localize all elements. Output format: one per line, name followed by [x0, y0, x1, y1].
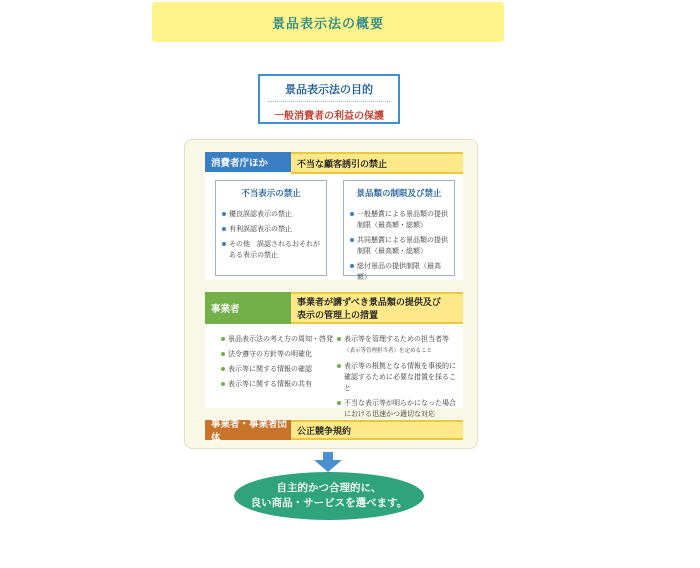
purpose-subtitle: 一般消費者の利益の保護	[274, 111, 384, 122]
list-item: その他 誤認されるおそれがある表示の禁止	[222, 239, 320, 261]
section1-content	[205, 174, 463, 280]
section2-content	[205, 324, 463, 418]
section1-title-text: 不当な顧客誘引の禁止	[297, 159, 388, 170]
section1-label-text: 消費者庁ほか	[211, 158, 269, 169]
list-item-text: 表示等を管理するための担当者等	[344, 335, 449, 343]
list-item: 有利誤認表示の禁止	[222, 224, 320, 235]
section2-left-list	[221, 334, 333, 394]
section1-label	[205, 152, 291, 172]
purpose-box	[258, 74, 400, 124]
purpose-title: 景品表示法の目的	[268, 81, 390, 102]
section2-label	[205, 292, 291, 324]
misleading-display-box	[215, 180, 327, 276]
list-item: 一般懸賞による景品類の提供制限（最高額・総額）	[350, 209, 448, 231]
list-item: 表示等に関する情報の確認	[221, 364, 333, 375]
misleading-display-title: 不当表示の禁止	[241, 189, 301, 199]
list-item: 景品表示法の考え方の周知・啓発	[221, 334, 333, 345]
section3-label-text: 事業者・事業者団体	[211, 419, 288, 444]
list-item: 優良誤認表示の禁止	[222, 209, 320, 220]
premium-limit-title: 景品類の制限及び禁止	[356, 189, 442, 199]
list-item: 共同懸賞による景品類の提供制限（最高額・総額）	[350, 235, 448, 257]
section3-label	[205, 419, 291, 444]
section3-title	[291, 420, 463, 440]
page-title: 景品表示法の概要	[271, 16, 384, 32]
goal-line2: 良い商品・サービスを選べます。	[250, 497, 408, 509]
list-item: 表示等の根拠となる情報を事後的に確認するために必要な措置を採ること	[337, 361, 457, 394]
list-item	[337, 334, 457, 357]
goal-ellipse	[234, 472, 424, 520]
arrow-down-icon	[314, 452, 342, 472]
section2-right-list	[337, 334, 457, 424]
list-item-note: （表示等管理担当者）を定めること	[344, 348, 433, 354]
section2-title-line2: 表示の管理上の措置	[297, 311, 379, 321]
page-title-banner	[152, 2, 504, 42]
goal-line1: 自主的かつ合理的に、	[276, 482, 382, 494]
premium-limit-box	[343, 180, 455, 281]
section2-title	[291, 292, 463, 324]
section1-title	[291, 152, 463, 174]
list-item: 法令遵守の方針等の明確化	[221, 349, 333, 360]
list-item: 表示等に関する情報の共有	[221, 379, 333, 390]
section3-title-text: 公正競争規約	[297, 426, 352, 437]
section2-title-line1: 事業者が講ずべき景品類の提供及び	[297, 298, 441, 308]
section2-label-text: 事業者	[211, 304, 240, 315]
list-item: 不当な表示等が明らかになった場合における迅速かつ適切な対応	[337, 398, 457, 420]
main-panel	[184, 139, 478, 449]
list-item: 総付景品の提供制限（最高額）	[350, 261, 448, 283]
